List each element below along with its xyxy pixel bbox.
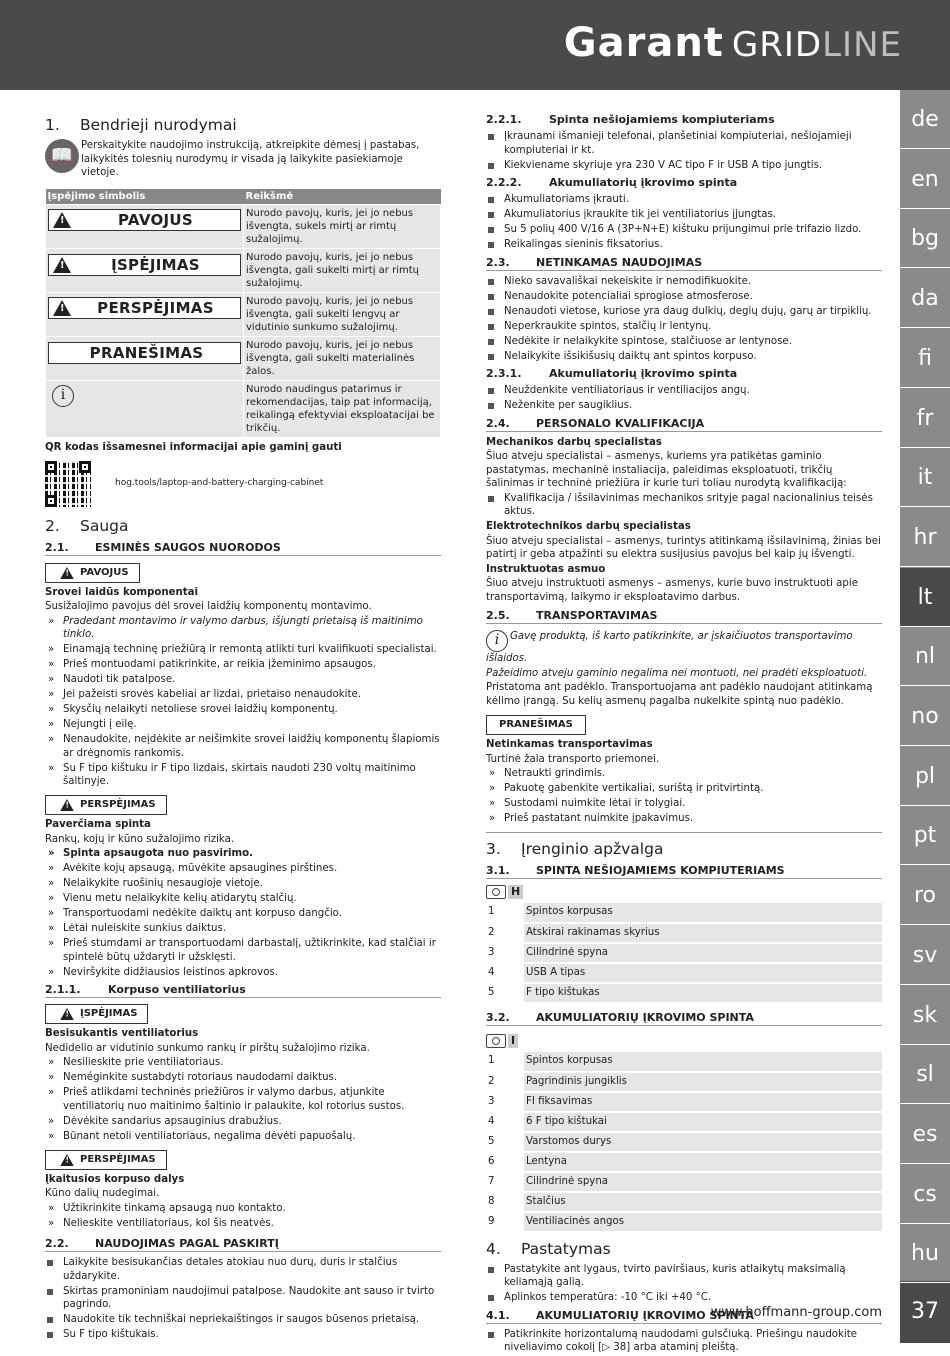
list-item: » Neméginkite sustabdyti rotoriaus naudodami daiktus.: [45, 1071, 441, 1085]
subsection-heading: 2.3.1. Akumuliatorių įkrovimo spinta: [486, 367, 738, 380]
subsection-heading: 2.2.2. Akumuliatorių įkrovimo spinta: [486, 176, 738, 189]
hazard-text: Nedidelio ar vidutinio sunkumo rankų ir pirštų sužalojimo rizika.: [45, 1042, 370, 1054]
list-item: » Prieš stumdami ar transportuodami darbastalį, užtikrinkite, kad stalčiai ir spintelė būtų uždaryti ir užsklęsti.: [45, 937, 441, 964]
table-row: [486, 983, 882, 1003]
warning-triangle-icon: [60, 799, 74, 811]
part-name: Varstomos durys: [524, 1132, 882, 1152]
list-item: Pastatykite ant lygaus, tvirto paviršiaus, kuris atlaikytų maksimalią keliamąją galią.: [486, 1263, 882, 1290]
list-item: Nelaikykite išsikišusių daiktų ant spintos korpuso.: [486, 350, 882, 364]
part-number: 3: [486, 1092, 524, 1112]
list-item: » Neviršykite didžiausios leistinos apkrovos.: [45, 966, 441, 980]
list-item: » Prieš pastatant nuimkite įpakavimus.: [486, 812, 882, 826]
language-tab-ro[interactable]: ro: [900, 866, 950, 925]
list-item: » Avėkite kojų apsaugą, mūvėkite apsaugines pirštines.: [45, 862, 441, 876]
list-item: » Transportuodami nedėkite daiktų ant korpuso dangčio.: [45, 907, 441, 921]
qr-title: QR kodas išsamesnei informacijai apie gaminį gauti: [45, 442, 342, 453]
subsection-heading: 2.2.1. Spinta nešiojamiems kompiuteriams: [486, 113, 775, 126]
intro-block: [45, 139, 441, 181]
qr-url: hog.tools/laptop-and-battery-charging-cabinet: [115, 477, 324, 488]
table-row: [486, 1172, 882, 1192]
install-list: [486, 1328, 882, 1355]
section-heading: 1. Bendrieji nurodymai: [45, 116, 237, 134]
measures-list: [45, 615, 441, 789]
list-item: Su F tipo kištukais.: [45, 1328, 441, 1342]
warning-triangle-icon: [53, 257, 71, 273]
hazard-text: Turtinė žala transporto priemonei.: [486, 753, 660, 765]
list-item: Skirtas pramoniniam naudojimui patalpose. Naudokite ant sauso ir tvirto pagrindo.: [45, 1285, 441, 1312]
table-row: ! PAVOJUS Nurodo pavojų, kuris, jei jo nebus išvengta, sukels mirtį ar rimtų sužalojimų.: [46, 205, 441, 249]
list-item: Nieko savavališkai nekeiskite ir nemodifikuokite.: [486, 275, 882, 289]
table-row: [486, 1152, 882, 1172]
warning-signal-box: ! ĮSPĖJIMAS: [48, 254, 241, 276]
caution-signal-box: ! PERSPĖJIMAS: [48, 297, 241, 319]
part-name: Cilindrinė spyna: [524, 1172, 882, 1192]
list-item: Nenaudoti vietose, kuriose yra daug dulkių, degių dujų, garų ar tirpiklių.: [486, 305, 882, 319]
part-name: Lentyna: [524, 1152, 882, 1172]
subsection-heading: 2.5. TRANSPORTAVIMAS: [486, 608, 882, 624]
measures-list: [45, 847, 441, 979]
part-name: Spintos korpusas: [524, 903, 882, 923]
feature-list: [486, 130, 882, 172]
part-number: 8: [486, 1192, 524, 1212]
warning-label: ! ĮSPĖJIMAS: [45, 1004, 148, 1024]
list-item: Įkraunami išmanieji telefonai, planšetiniai kompiuteriai, nešiojamieji kompiuteriai ir kt.: [486, 130, 882, 157]
figure-letter: I: [508, 1034, 518, 1048]
misuse-list: [486, 384, 882, 413]
list-item: Neperkraukite spintos, stalčių ir lentynų.: [486, 320, 882, 334]
hazard-title: Srovei laidūs komponentai: [45, 586, 199, 598]
table-row: [486, 1132, 882, 1152]
qr-row: [45, 461, 441, 507]
part-number: 4: [486, 963, 524, 983]
part-name: Stalčius: [524, 1192, 882, 1212]
right-column: [486, 112, 882, 1356]
list-item: Akumuliatorius įkraukite tik jei ventiliatorius įjungtas.: [486, 208, 882, 222]
part-number: 1: [486, 1052, 524, 1072]
subsection-heading: 2.1.1. Korpuso ventiliatorius: [45, 982, 441, 998]
danger-label: ! PAVOJUS: [45, 563, 140, 583]
table-row: [486, 1092, 882, 1112]
language-tab-da[interactable]: da: [900, 269, 950, 328]
qr-code-icon: [45, 461, 91, 507]
part-name: Pagrindinis jungiklis: [524, 1072, 882, 1092]
language-tab-en[interactable]: en: [900, 150, 950, 209]
qualification-title: Elektrotechnikos darbų specialistas: [486, 521, 691, 532]
table-row: PRANEŠIMAS Nurodo pavojų, kuris, jei jo nebus išvengta, gali sukelti materialinės žalos.: [46, 337, 441, 381]
table-row: ! ĮSPĖJIMAS Nurodo pavojų, kuris, jei jo nebus išvengta, gali sukelti mirtį ar rimtų sužalojimų.: [46, 249, 441, 293]
table-row: i Nurodo naudingus patarimus ir rekomendacijas, taip pat informaciją, reikalingą efektyviai eksploatacijai be trikčių.: [46, 381, 441, 438]
part-name: F tipo kištukas: [524, 983, 882, 1003]
misuse-list: [486, 275, 882, 364]
language-tab-sk[interactable]: sk: [900, 986, 950, 1045]
subsection-heading: 2.4. PERSONALO KVALIFIKACIJA: [486, 416, 882, 432]
info-icon: i: [52, 385, 74, 407]
part-number: 5: [486, 1132, 524, 1152]
qualification-text: Šiuo atveju instruktuoti asmenys – asmenys, kurie buvo instruktuoti apie transportavimą, laikymo ir eksploatavimo darbus.: [486, 578, 858, 603]
warning-triangle-icon: [53, 212, 71, 228]
page-number: 37: [900, 1281, 950, 1343]
list-item: Kiekviename skyriuje yra 230 V AC tipo F ir USB A tipo jungtis.: [486, 159, 882, 173]
language-sidebar: [900, 90, 950, 1343]
list-item: Kvalifikacija / išsilavinimas mechanikos srityje pagal nacionalinius teisės aktus.: [486, 492, 882, 519]
table-row: [486, 1112, 882, 1132]
list-item: Nenaudokite potencialiai sprogiose atmosferose.: [486, 290, 882, 304]
part-name: USB A tipas: [524, 963, 882, 983]
list-item: » Prieš atlikdami techninės priežiūros ir valymo darbus, atjunkite ventiliatorių nuo maitinimo šaltinio ir palaukite, kol rotorius sustos.: [45, 1086, 441, 1113]
language-tab-it[interactable]: it: [900, 448, 950, 507]
part-number: 2: [486, 923, 524, 943]
language-tab-no[interactable]: no: [900, 687, 950, 746]
figure-ref: [486, 883, 882, 901]
info-icon: i: [486, 630, 508, 652]
part-name: Ventiliacinės angos: [524, 1212, 882, 1232]
list-item: » Jei pažeisti srovės kabeliai ar lizdai, prietaiso nenaudokite.: [45, 688, 441, 702]
danger-signal-box: ! PAVOJUS: [48, 209, 241, 231]
camera-icon: [486, 885, 506, 899]
list-item: » Naudoti tik patalpose.: [45, 673, 441, 687]
figure-letter: H: [508, 885, 523, 899]
table-row: [486, 963, 882, 983]
transport-info: i Gavę produktą, iš karto patikrinkite, ar įskaičiuotos transportavimo išlaidos.: [486, 631, 853, 664]
list-item: » Prieš montuodami patikrinkite, ar reikia įžeminimo apsaugos.: [45, 658, 441, 672]
list-item: Akumuliatoriams įkrauti.: [486, 193, 882, 207]
list-item: Neženkite per saugiklius.: [486, 399, 882, 413]
list-item: » Nenaudokite, neįdėkite ar neišimkite srovei laidžių komponentų šlapiomis ar drėgnomis rankomis.: [45, 733, 441, 760]
list-item: » Skysčių nelaikyti netoliese srovei laidžių komponentų.: [45, 703, 441, 717]
hazard-title: Besisukantis ventiliatorius: [45, 1028, 199, 1039]
list-item: » Užtikrinkite tinkamą apsaugą nuo kontakto.: [45, 1202, 441, 1216]
brand-logo: [564, 20, 902, 68]
language-tab-bg[interactable]: bg: [900, 209, 950, 268]
list-item: » Netraukti grindimis.: [486, 767, 882, 781]
list-item: » Nesilieskite prie ventiliatoriaus.: [45, 1056, 441, 1070]
warning-triangle-icon: [60, 1154, 74, 1166]
language-tab-fr[interactable]: fr: [900, 389, 950, 448]
figure-ref: [486, 1032, 882, 1050]
part-number: 4: [486, 1112, 524, 1132]
hazard-title: Paverčiama spinta: [45, 819, 151, 830]
parts-table: [486, 1052, 882, 1233]
part-number: 1: [486, 903, 524, 923]
install-list: [486, 1263, 882, 1305]
language-tab-hu[interactable]: hu: [900, 1224, 950, 1283]
part-number: 6: [486, 1152, 524, 1172]
list-item: » Būnant netoli ventiliatoriaus, negalima dėvėti papuošalų.: [45, 1130, 441, 1144]
hazard-text: Rankų, kojų ir kūno sužalojimo rizika.: [45, 833, 235, 845]
notice-signal-box: PRANEŠIMAS: [48, 342, 241, 364]
language-tab-hr[interactable]: hr: [900, 508, 950, 567]
caution-label: ! PERSPĖJIMAS: [45, 1150, 167, 1170]
qualification-title: Mechanikos darbų specialistas: [486, 436, 662, 448]
hazard-text: Kūno dalių nudegimai.: [45, 1188, 160, 1199]
list-item: » Vienu metu nelaikykite kelių atidarytų stalčių.: [45, 892, 441, 906]
measures-list: [45, 1202, 441, 1231]
feature-list: [486, 193, 882, 252]
camera-icon: [486, 1034, 506, 1048]
list-item: » Nelieskite ventiliatoriaus, kol šis neatvės.: [45, 1217, 441, 1231]
brand-name: Garant: [563, 20, 724, 66]
language-tab-sl[interactable]: sl: [900, 1045, 950, 1104]
table-row: [486, 923, 882, 943]
list-item: » Pradedant montavimo ir valymo darbus, išjungti prietaisą iš maitinimo tinklo.: [45, 615, 441, 642]
list-item: » Einamąją techninę priežiūrą ir remontą atlikti turi kvalifikuoti specialistai.: [45, 643, 441, 657]
part-number: 3: [486, 943, 524, 963]
product-line-a: GRID: [731, 25, 823, 65]
transport-info-2: Pažeidimo atveju gaminio negalima nei montuoti, nei pradėti eksploatuoti.: [486, 667, 868, 679]
table-row: [486, 1052, 882, 1072]
usage-list: [45, 1256, 441, 1342]
warning-triangle-icon: [60, 1008, 74, 1020]
subsection-heading: 3.2. AKUMULIATORIŲ ĮKROVIMO SPINTA: [486, 1010, 882, 1026]
table-row: [486, 1072, 882, 1092]
header-bar: [0, 0, 950, 90]
left-column: [45, 112, 441, 1343]
part-number: 2: [486, 1072, 524, 1092]
section-heading: 3. Įrenginio apžvalga: [486, 839, 664, 858]
caution-label: ! PERSPĖJIMAS: [45, 795, 167, 815]
language-tab-fi[interactable]: fi: [900, 329, 950, 388]
measures-list: [486, 767, 882, 826]
subsection-heading: 4.1. AKUMULIATORIŲ ĮKROVIMO SPINTA: [486, 1308, 882, 1324]
subsection-heading: 3.1. SPINTA NEŠIOJAMIEMS KOMPIUTERIAMS: [486, 863, 882, 879]
subsection-heading: 2.1. ESMINĖS SAUGOS NUORODOS: [45, 540, 441, 556]
list-item: » Pakuotę gabenkite vertikaliai, surištą ir pritvirtintą.: [486, 782, 882, 796]
hazard-title: Netinkamas transportavimas: [486, 739, 653, 750]
language-tab-pt[interactable]: pt: [900, 806, 950, 865]
subsection-heading: 2.3. NETINKAMAS NAUDOJIMAS: [486, 255, 882, 271]
table-row: [486, 1192, 882, 1212]
list-item: » Lėtai nuleiskite sunkius daiktus.: [45, 922, 441, 936]
list-item: Su 5 polių 400 V/16 A (3P+N+E) kištuku prijungimui prie trifazio lizdo.: [486, 223, 882, 237]
warning-symbol-table: [45, 189, 441, 439]
list-item: » Nelaikykite ruošinių nesaugioje vietoje.: [45, 877, 441, 891]
list-item: » Sustodami nuimkite lėtai ir tolygiai.: [486, 797, 882, 811]
part-name: 6 F tipo kištukai: [524, 1112, 882, 1132]
language-tab-de[interactable]: de: [900, 90, 950, 149]
part-name: Spintos korpusas: [524, 1052, 882, 1072]
list-item: Laikykite besisukančias detales atokiau nuo durų, duris ir stalčius uždarykite.: [45, 1256, 441, 1283]
list-item: Nedėkite ir nelaikykite spintose, stalčiuose ar lentynose.: [486, 335, 882, 349]
language-tab-pl[interactable]: pl: [900, 747, 950, 806]
list-item: Patikrinkite horizontalumą naudodami gulsčiuką. Priešingu naudokite niveliavimo cokolį [▷ 38] arba ataminį pleištą.: [486, 1328, 882, 1355]
language-tab-nl[interactable]: nl: [900, 627, 950, 686]
part-name: FI fiksavimas: [524, 1092, 882, 1112]
part-name: Cilindrinė spyna: [524, 943, 882, 963]
hazard-title: Įkaitusios korpuso dalys: [45, 1173, 185, 1185]
section-heading: 2. Sauga: [45, 516, 129, 535]
table-header-meaning: Reikšmė: [244, 189, 441, 205]
table-row: ! PERSPĖJIMAS Nurodo pavojų, kuris, jei jo nebus išvengta, gali sukelti lengvų ar vidutinio sunkumo sužalojimų.: [46, 293, 441, 337]
list-item: » Dėvėkite sandarius apsauginius drabužius.: [45, 1115, 441, 1129]
subsection-heading: 2.2. NAUDOJIMAS PAGAL PASKIRTĮ: [45, 1236, 441, 1252]
language-tab-sv[interactable]: sv: [900, 926, 950, 985]
transport-text: Pristatoma ant padėklo. Transportuojama ant padėklo naudojant atitinkamą kėlimo įrangą. Su kelių asmenų pagalba nukelkite spintą nuo padėklo.: [486, 682, 873, 707]
footer-url[interactable]: www.hoffmann-group.com: [710, 1304, 882, 1320]
warning-triangle-icon: [60, 567, 74, 579]
hazard-text: Susižalojimo pavojus dėl srovei laidžių komponentų montavimo.: [45, 601, 372, 612]
part-name: Atskirai rakinamas skyrius: [524, 923, 882, 943]
measures-list: [45, 1056, 441, 1143]
product-line-b: LINE: [822, 25, 902, 65]
qualification-text: Šiuo atveju specialistai – asmenys, kuriems yra patikėtas gaminio pastatymas, mechaninė instaliacija, paleidimas eksploatuoti, trikčių šalinimas ir techninė priežiūra ir kurie turi toliau nurodytą kvalifikaciją:: [486, 451, 847, 489]
part-number: 9: [486, 1212, 524, 1232]
list-item: » Nejungti į eilę.: [45, 718, 441, 732]
notice-label: PRANEŠIMAS: [486, 715, 586, 735]
intro-text: Perskaitykite naudojimo instrukciją, atkreipkite dėmesį į pastabas, laikykitės tolesnių nurodymų ir visada ją laikykite pasiekiamoje vietoje.: [81, 140, 420, 178]
table-row: [486, 943, 882, 963]
list-item: Reikalingas sieninis fiksatorius.: [486, 238, 882, 252]
part-number: 5: [486, 983, 524, 1003]
list-item: » Spinta apsaugota nuo pasvirimo.: [45, 847, 441, 861]
list-item: Aplinkos temperatūra: -10 °C iki +40 °C.: [486, 1291, 882, 1305]
list-item: Neuždenkite ventiliatoriaus ir ventiliacijos angų.: [486, 384, 882, 398]
table-row: [486, 903, 882, 923]
language-tab-lt[interactable]: lt: [900, 568, 950, 627]
parts-table: [486, 903, 882, 1004]
warning-triangle-icon: [53, 300, 71, 316]
table-row: [486, 1212, 882, 1232]
qualification-text: Šiuo atveju specialistai – asmenys, turintys atitinkamą išsilavinimą, žinias bei patirtį ir geba atpažinti su elektra susijusius pavojus bei kaip jų išvengti.: [486, 535, 881, 560]
language-tab-cs[interactable]: cs: [900, 1165, 950, 1224]
part-number: 7: [486, 1172, 524, 1192]
section-heading: 4. Pastatymas: [486, 1239, 611, 1258]
qualification-title: Instruktuotas asmuo: [486, 563, 606, 575]
list-item: » Su F tipo kištuku ir F tipo lizdais, skirtais naudoti 230 voltų maitinimo šaltinyje.: [45, 762, 441, 789]
language-tab-es[interactable]: es: [900, 1105, 950, 1164]
read-manual-icon: 📖: [45, 139, 79, 173]
table-header-symbol: Įspėjimo simbolis: [46, 189, 244, 205]
qualification-list: [486, 492, 882, 519]
list-item: Naudokite tik techniškai nepriekaištingos ir saugos būsenos prietaisą.: [45, 1313, 441, 1327]
